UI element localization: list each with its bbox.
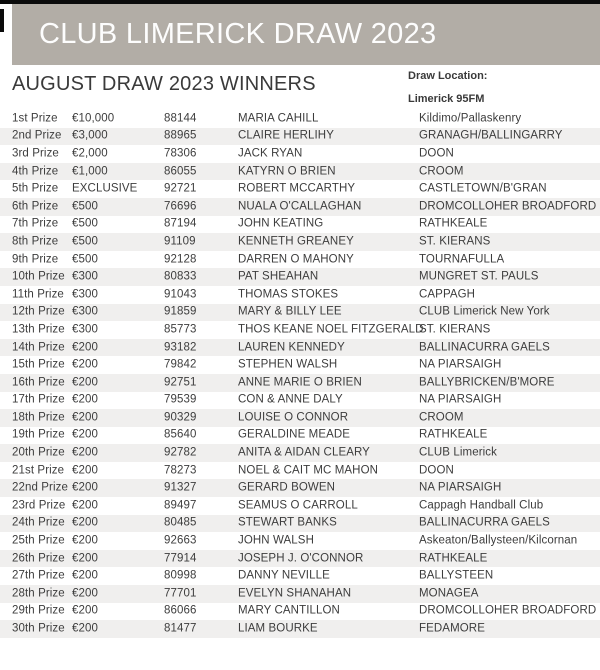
table-row [0, 321, 600, 339]
winner-name-cell: PAT SHEAHAN [238, 270, 319, 283]
ticket-number-cell: 91859 [164, 305, 197, 318]
winner-name-cell: NOEL & CAIT MC MAHON [238, 463, 379, 476]
prize-amount-cell: €300 [72, 270, 98, 283]
prize-amount-cell: €200 [72, 358, 98, 371]
table-row [0, 620, 600, 638]
winner-name-cell: DANNY NEVILLE [238, 569, 330, 582]
club-location-cell: FEDAMORE [419, 622, 485, 635]
table-row [0, 286, 600, 304]
prize-rank-cell: 21st Prize [12, 463, 65, 476]
prize-amount-cell: €200 [72, 551, 98, 564]
prize-rank-cell: 25th Prize [12, 534, 65, 547]
winner-name-cell: CON & ANNE DALY [238, 393, 343, 406]
prize-amount-cell: €2,000 [72, 147, 108, 160]
table-row [0, 216, 600, 234]
table-row [0, 198, 600, 216]
prize-amount-cell: €200 [72, 393, 98, 406]
winner-name-cell: THOS KEANE NOEL FITZGERALD [238, 323, 424, 336]
ticket-number-cell: 85773 [164, 323, 197, 336]
prize-rank-cell: 8th Prize [12, 235, 59, 248]
club-location-cell: BALLYBRICKEN/B'MORE [419, 375, 555, 388]
ticket-number-cell: 89497 [164, 499, 197, 512]
club-location-cell: CLUB Limerick [419, 446, 497, 459]
club-location-cell: RATHKEALE [419, 217, 488, 230]
prize-rank-cell: 9th Prize [12, 252, 59, 265]
winner-name-cell: GERALDINE MEADE [238, 428, 351, 441]
ticket-number-cell: 92782 [164, 446, 197, 459]
prize-rank-cell: 10th Prize [12, 270, 65, 283]
ticket-number-cell: 92663 [164, 534, 197, 547]
winner-name-cell: KENNETH GREANEY [238, 235, 354, 248]
prize-amount-cell: €200 [72, 569, 98, 582]
table-row [0, 392, 600, 410]
winner-name-cell: MARIA CAHILL [238, 112, 319, 125]
club-location-cell: CROOM [419, 164, 464, 177]
table-row [0, 145, 600, 163]
prize-rank-cell: 15th Prize [12, 358, 65, 371]
prize-rank-cell: 27th Prize [12, 569, 65, 582]
ticket-number-cell: 91327 [164, 481, 197, 494]
prize-rank-cell: 6th Prize [12, 200, 59, 213]
draw-location-label: Draw Location: [408, 70, 488, 82]
prize-amount-cell: €200 [72, 375, 98, 388]
winner-name-cell: JOHN WALSH [238, 534, 314, 547]
prize-rank-cell: 19th Prize [12, 428, 65, 441]
ticket-number-cell: 92721 [164, 182, 197, 195]
table-row [0, 304, 600, 322]
club-location-cell: CAPPAGH [419, 287, 476, 300]
prize-amount-cell: €500 [72, 217, 98, 230]
club-location-cell: Askeaton/Ballysteen/Kilcornan [419, 534, 578, 547]
prize-amount-cell: EXCLUSIVE [72, 182, 138, 195]
table-row [0, 233, 600, 251]
club-location-cell: CROOM [419, 411, 464, 424]
ticket-number-cell: 81477 [164, 622, 197, 635]
ticket-number-cell: 92751 [164, 375, 197, 388]
prize-amount-cell: €200 [72, 534, 98, 547]
winner-name-cell: ANITA & AIDAN CLEARY [238, 446, 370, 459]
prize-rank-cell: 17th Prize [12, 393, 65, 406]
title-band [12, 4, 600, 65]
table-row [0, 339, 600, 357]
club-location-cell: MUNGRET ST. PAULS [419, 270, 539, 283]
table-row [0, 251, 600, 269]
prize-amount-cell: €300 [72, 305, 98, 318]
ticket-number-cell: 93182 [164, 340, 197, 353]
table-row [0, 603, 600, 621]
prize-rank-cell: 14th Prize [12, 340, 65, 353]
ticket-number-cell: 80998 [164, 569, 197, 582]
draw-month-title: AUGUST DRAW 2023 WINNERS [12, 73, 316, 95]
prize-rank-cell: 11th Prize [12, 287, 64, 300]
winner-name-cell: LAUREN KENNEDY [238, 340, 345, 353]
winner-name-cell: ROBERT MCCARTHY [238, 182, 356, 195]
prize-amount-cell: €200 [72, 622, 98, 635]
prize-amount-cell: €200 [72, 411, 98, 424]
table-row [0, 110, 600, 128]
winner-name-cell: STEPHEN WALSH [238, 358, 338, 371]
ticket-number-cell: 86066 [164, 604, 197, 617]
prize-amount-cell: €300 [72, 323, 98, 336]
winner-name-cell: MARY CANTILLON [238, 604, 340, 617]
winner-name-cell: JACK RYAN [238, 147, 303, 160]
prize-amount-cell: €3,000 [72, 129, 108, 142]
winner-name-cell: ANNE MARIE O BRIEN [238, 375, 362, 388]
table-row [0, 427, 600, 445]
winner-name-cell: CLAIRE HERLIHY [238, 129, 334, 142]
club-location-cell: BALLYSTEEN [419, 569, 494, 582]
ticket-number-cell: 91109 [164, 235, 196, 248]
table-row [0, 479, 600, 497]
table-row [0, 356, 600, 374]
prize-rank-cell: 22nd Prize [12, 481, 68, 494]
club-location-cell: MONAGEA [419, 587, 479, 600]
ticket-number-cell: 92128 [164, 252, 197, 265]
winner-name-cell: NUALA O'CALLAGHAN [238, 200, 362, 213]
prize-rank-cell: 28th Prize [12, 587, 65, 600]
prize-amount-cell: €200 [72, 604, 98, 617]
winners-table [0, 110, 600, 638]
winner-name-cell: LOUISE O CONNOR [238, 411, 349, 424]
ticket-number-cell: 79539 [164, 393, 197, 406]
club-location-cell: DROMCOLLOHER BROADFORD [419, 604, 597, 617]
club-location-cell: BALLINACURRA GAELS [419, 340, 550, 353]
ticket-number-cell: 85640 [164, 428, 197, 441]
prize-amount-cell: €300 [72, 287, 98, 300]
prize-rank-cell: 26th Prize [12, 551, 65, 564]
table-row [0, 128, 600, 146]
winner-name-cell: GERARD BOWEN [238, 481, 336, 494]
winner-name-cell: JOHN KEATING [238, 217, 324, 230]
prize-amount-cell: €10,000 [72, 112, 115, 125]
prize-rank-cell: 24th Prize [12, 516, 65, 529]
draw-location-block [408, 70, 487, 105]
table-row [0, 409, 600, 427]
prize-amount-cell: €200 [72, 481, 98, 494]
prize-amount-cell: €200 [72, 499, 98, 512]
club-location-cell: BALLINACURRA GAELS [419, 516, 550, 529]
winner-name-cell: STEWART BANKS [238, 516, 337, 529]
prize-amount-cell: €200 [72, 446, 98, 459]
prize-rank-cell: 20th Prize [12, 446, 65, 459]
table-row [0, 163, 600, 181]
table-row [0, 515, 600, 533]
prize-amount-cell: €500 [72, 200, 98, 213]
ticket-number-cell: 80485 [164, 516, 197, 529]
club-location-cell: DOON [419, 463, 454, 476]
prize-rank-cell: 18th Prize [12, 411, 65, 424]
club-location-cell: GRANAGH/BALLINGARRY [419, 129, 563, 142]
ticket-number-cell: 90329 [164, 411, 197, 424]
prize-rank-cell: 30th Prize [12, 622, 65, 635]
ticket-number-cell: 77914 [164, 551, 197, 564]
ticket-number-cell: 78273 [164, 463, 197, 476]
club-location-cell: ST. KIERANS [419, 235, 491, 248]
prize-amount-cell: €200 [72, 587, 98, 600]
table-row [0, 550, 600, 568]
winner-name-cell: EVELYN SHANAHAN [238, 587, 352, 600]
ticket-number-cell: 91043 [164, 287, 197, 300]
club-location-cell: CLUB Limerick New York [419, 305, 550, 318]
prize-rank-cell: 1st Prize [12, 112, 58, 125]
draw-location-value: Limerick 95FM [408, 93, 485, 105]
prize-amount-cell: €200 [72, 428, 98, 441]
club-location-cell: DROMCOLLOHER BROADFORD [419, 200, 597, 213]
club-location-cell: RATHKEALE [419, 428, 488, 441]
ticket-number-cell: 77701 [164, 587, 197, 600]
prize-rank-cell: 29th Prize [12, 604, 65, 617]
table-row [0, 585, 600, 603]
prize-rank-cell: 4th Prize [12, 164, 59, 177]
club-location-cell: NA PIARSAIGH [419, 358, 502, 371]
prize-rank-cell: 13th Prize [12, 323, 65, 336]
club-location-cell: NA PIARSAIGH [419, 393, 502, 406]
ticket-number-cell: 79842 [164, 358, 197, 371]
club-location-cell: TOURNAFULLA [419, 252, 505, 265]
ticket-number-cell: 80833 [164, 270, 197, 283]
left-edge-mark [0, 9, 4, 32]
ticket-number-cell: 76696 [164, 200, 197, 213]
prize-rank-cell: 2nd Prize [12, 129, 62, 142]
prize-rank-cell: 12th Prize [12, 305, 65, 318]
table-row [0, 180, 600, 198]
winner-name-cell: SEAMUS O CARROLL [238, 499, 358, 512]
prize-rank-cell: 16th Prize [12, 375, 65, 388]
winner-name-cell: DARREN O MAHONY [238, 252, 354, 265]
winner-name-cell: THOMAS STOKES [238, 287, 339, 300]
ticket-number-cell: 88144 [164, 112, 197, 125]
club-location-cell: Kildimo/Pallaskenry [419, 112, 522, 125]
prize-amount-cell: €200 [72, 463, 98, 476]
ticket-number-cell: 87194 [164, 217, 197, 230]
winner-name-cell: KATYRN O BRIEN [238, 164, 336, 177]
club-location-cell: CASTLETOWN/B'GRAN [419, 182, 547, 195]
prize-rank-cell: 3rd Prize [12, 147, 59, 160]
table-row [0, 444, 600, 462]
prize-rank-cell: 23rd Prize [12, 499, 66, 512]
winner-name-cell: LIAM BOURKE [238, 622, 318, 635]
table-row [0, 532, 600, 550]
prize-amount-cell: €200 [72, 516, 98, 529]
ticket-number-cell: 78306 [164, 147, 197, 160]
prize-rank-cell: 7th Prize [12, 217, 59, 230]
prize-amount-cell: €500 [72, 252, 98, 265]
prize-rank-cell: 5th Prize [12, 182, 59, 195]
table-row [0, 462, 600, 480]
table-row [0, 268, 600, 286]
prize-amount-cell: €200 [72, 340, 98, 353]
page-title: CLUB LIMERICK DRAW 2023 [39, 18, 437, 50]
table-row [0, 497, 600, 515]
table-row [0, 567, 600, 585]
winner-name-cell: MARY & BILLY LEE [238, 305, 342, 318]
prize-amount-cell: €1,000 [72, 164, 108, 177]
club-location-cell: ST. KIERANS [419, 323, 491, 336]
ticket-number-cell: 86055 [164, 164, 197, 177]
table-row [0, 374, 600, 392]
club-location-cell: Cappagh Handball Club [419, 499, 544, 512]
winner-name-cell: JOSEPH J. O'CONNOR [238, 551, 364, 564]
club-location-cell: DOON [419, 147, 454, 160]
club-location-cell: NA PIARSAIGH [419, 481, 502, 494]
ticket-number-cell: 88965 [164, 129, 197, 142]
club-location-cell: RATHKEALE [419, 551, 488, 564]
prize-amount-cell: €500 [72, 235, 98, 248]
